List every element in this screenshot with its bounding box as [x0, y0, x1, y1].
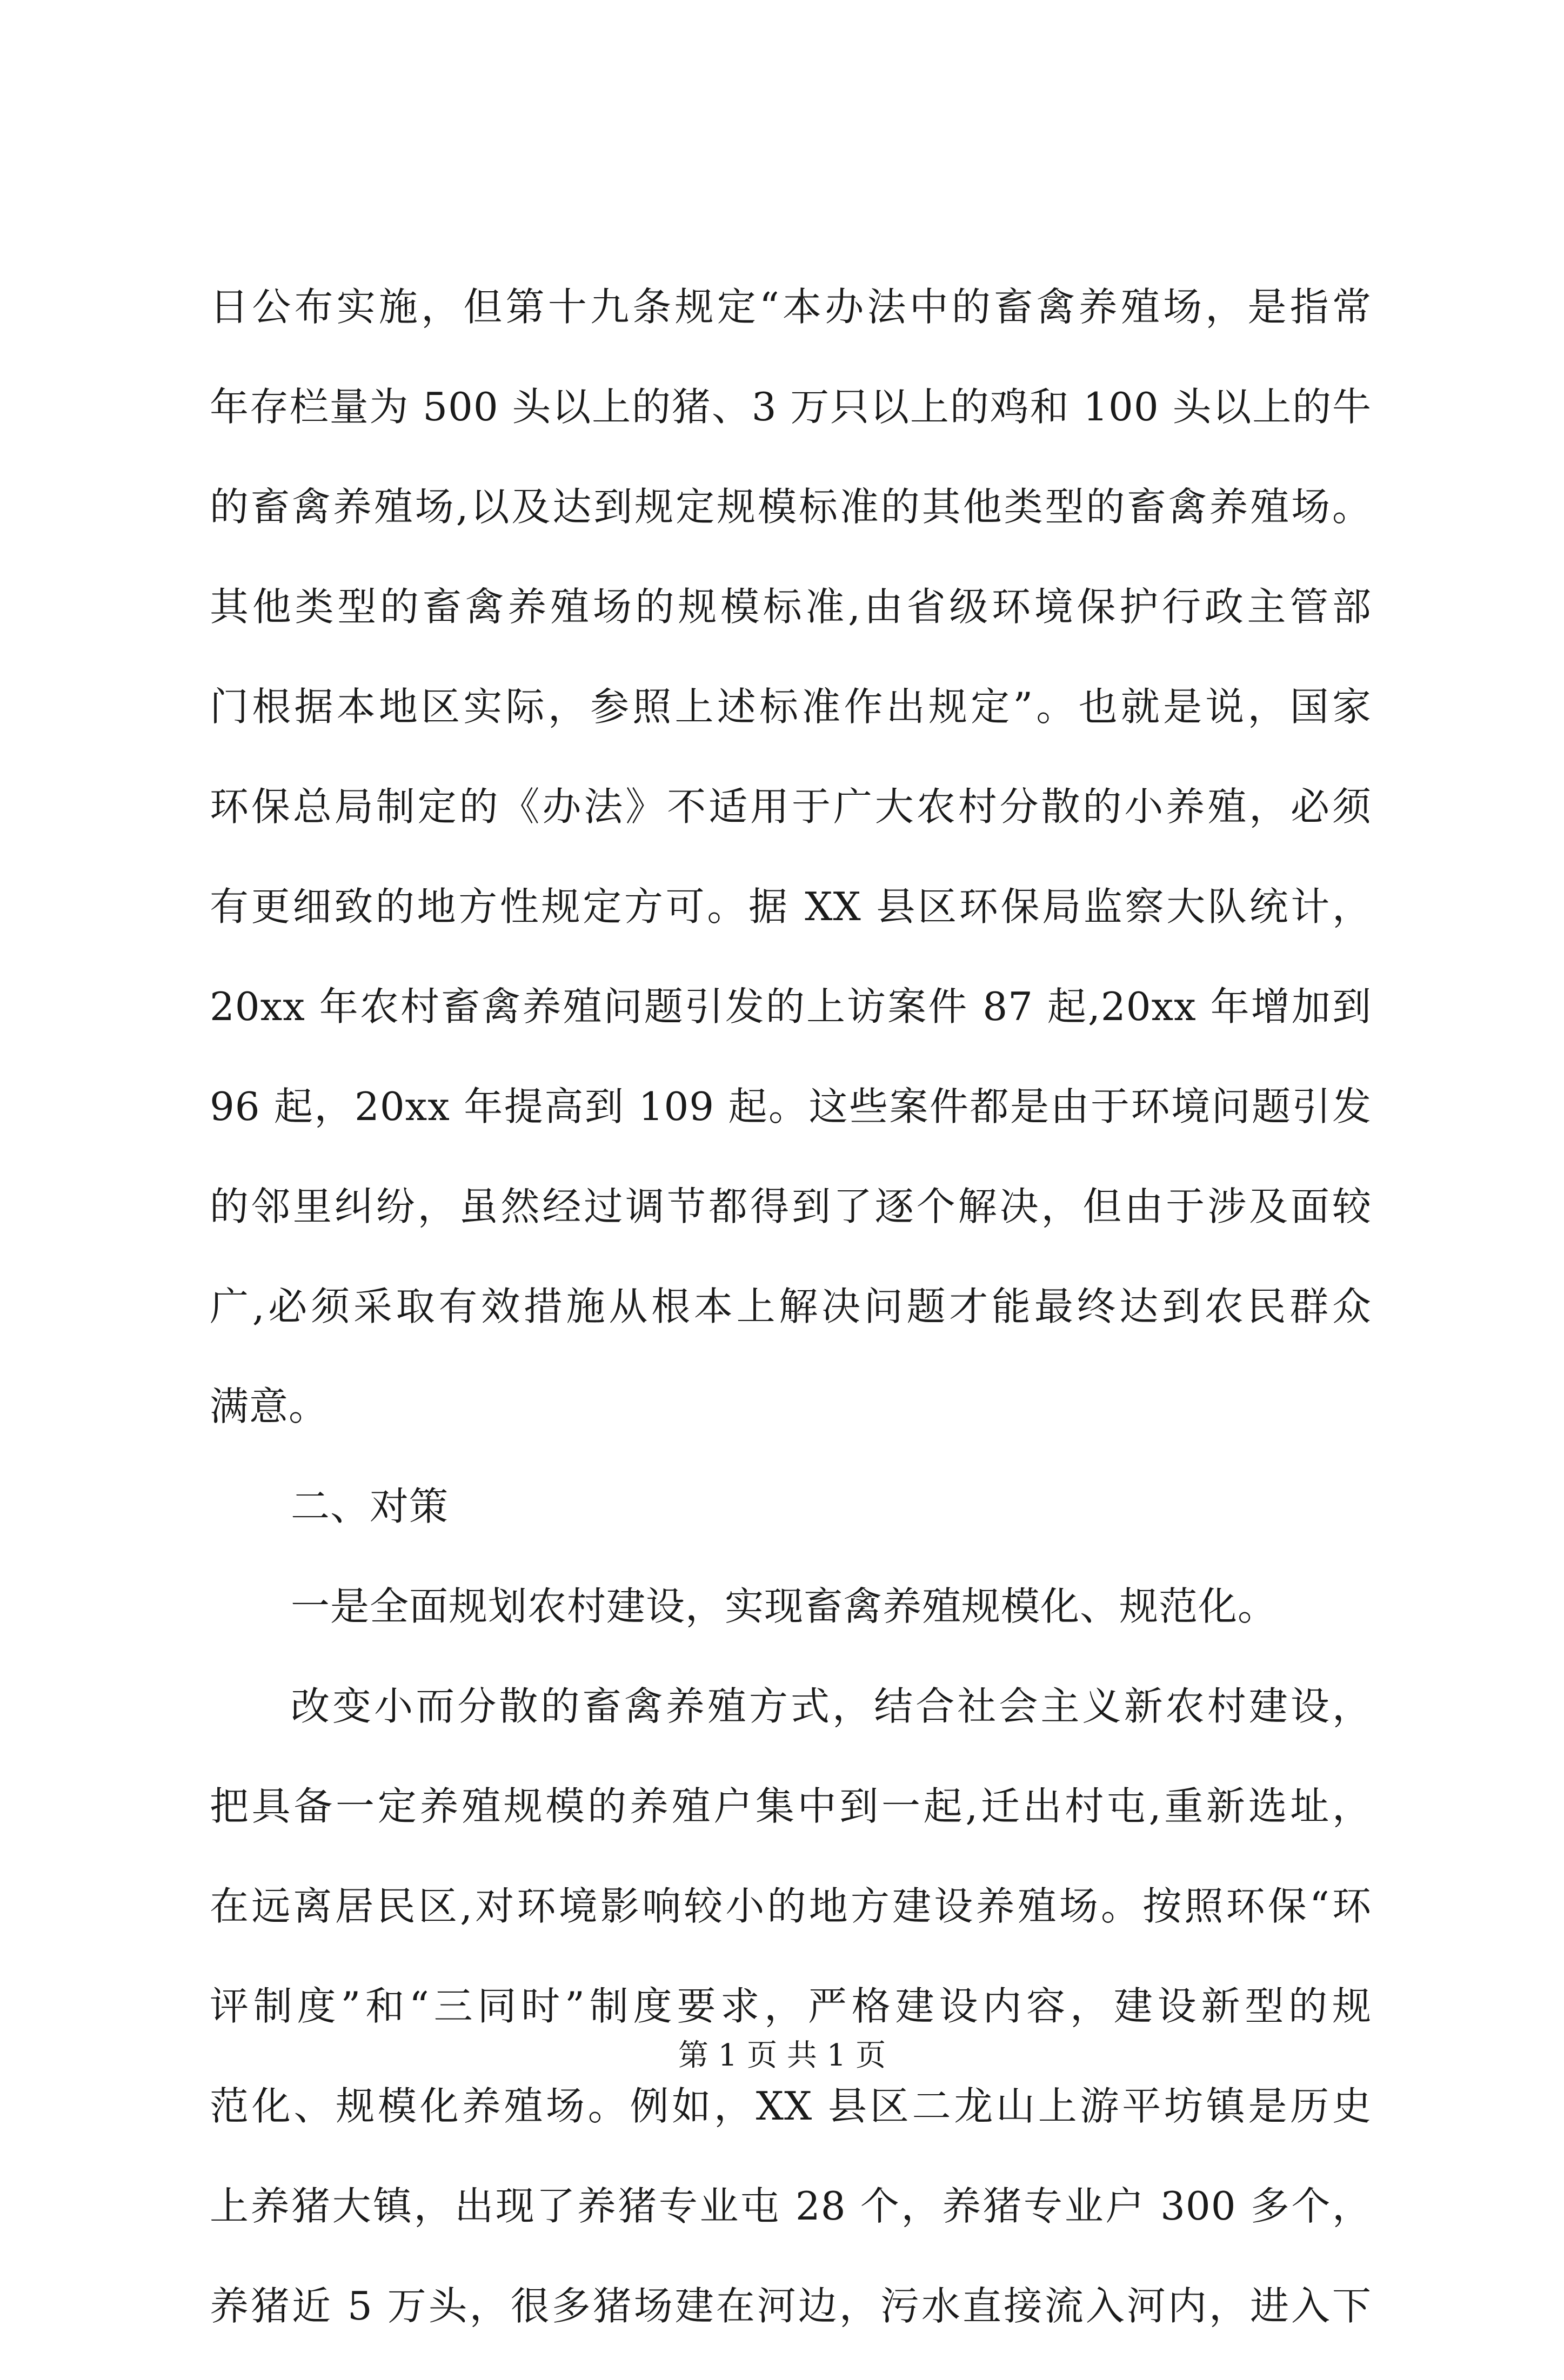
text-line: 的畜禽养殖场,以及达到规定规模标准的其他类型的畜禽养殖场。 [210, 484, 1372, 529]
text-line: 二、对策 [291, 1484, 449, 1529]
text-line: 有更细致的地方性规定方可。据 XX 县区环保局监察大队统计， [210, 884, 1372, 929]
text-line: 改变小而分散的畜禽养殖方式，结合社会主义新农村建设， [291, 1684, 1372, 1729]
text-line: 其他类型的畜禽养殖场的规模标准,由省级环境保护行政主管部 [210, 584, 1372, 629]
text-line: 评制度”和“三同时”制度要求，严格建设内容，建设新型的规 [210, 1983, 1372, 2029]
text-line: 环保总局制定的《办法》不适用于广大农村分散的小养殖，必须 [210, 784, 1372, 829]
text-line: 把具备一定养殖规模的养殖户集中到一起,迁出村屯,重新选址， [210, 1784, 1372, 1829]
text-line: 在远离居民区,对环境影响较小的地方建设养殖场。按照环保“环 [210, 1883, 1372, 1929]
text-line: 年存栏量为 500 头以上的猪、3 万只以上的鸡和 100 头以上的牛 [210, 384, 1372, 430]
text-line: 满意。 [210, 1384, 329, 1429]
text-line: 上养猪大镇，出现了养猪专业屯 28 个，养猪专业户 300 多个， [210, 2183, 1372, 2229]
text-line: 养猪近 5 万头，很多猪场建在河边，污水直接流入河内，进入下 [210, 2283, 1372, 2329]
text-line: 96 起，20xx 年提高到 109 起。这些案件都是由于环境问题引发 [210, 1084, 1372, 1129]
text-line: 的邻里纠纷，虽然经过调节都得到了逐个解决，但由于涉及面较 [210, 1184, 1372, 1229]
text-line: 日公布实施，但第十九条规定“本办法中的畜禽养殖场，是指常 [210, 284, 1372, 330]
text-line: 广,必须采取有效措施从根本上解决问题才能最终达到农民群众 [210, 1284, 1372, 1329]
text-line: 一是全面规划农村建设，实现畜禽养殖规模化、规范化。 [291, 1584, 1278, 1629]
text-line: 范化、规模化养殖场。例如，XX 县区二龙山上游平坊镇是历史 [210, 2083, 1372, 2129]
text-line: 门根据本地区实际，参照上述标准作出规定”。也就是说，国家 [210, 684, 1372, 729]
page-footer: 第 1 页 共 1 页 [678, 2038, 886, 2073]
text-line: 20xx 年农村畜禽养殖问题引发的上访案件 87 起,20xx 年增加到 [210, 984, 1372, 1029]
